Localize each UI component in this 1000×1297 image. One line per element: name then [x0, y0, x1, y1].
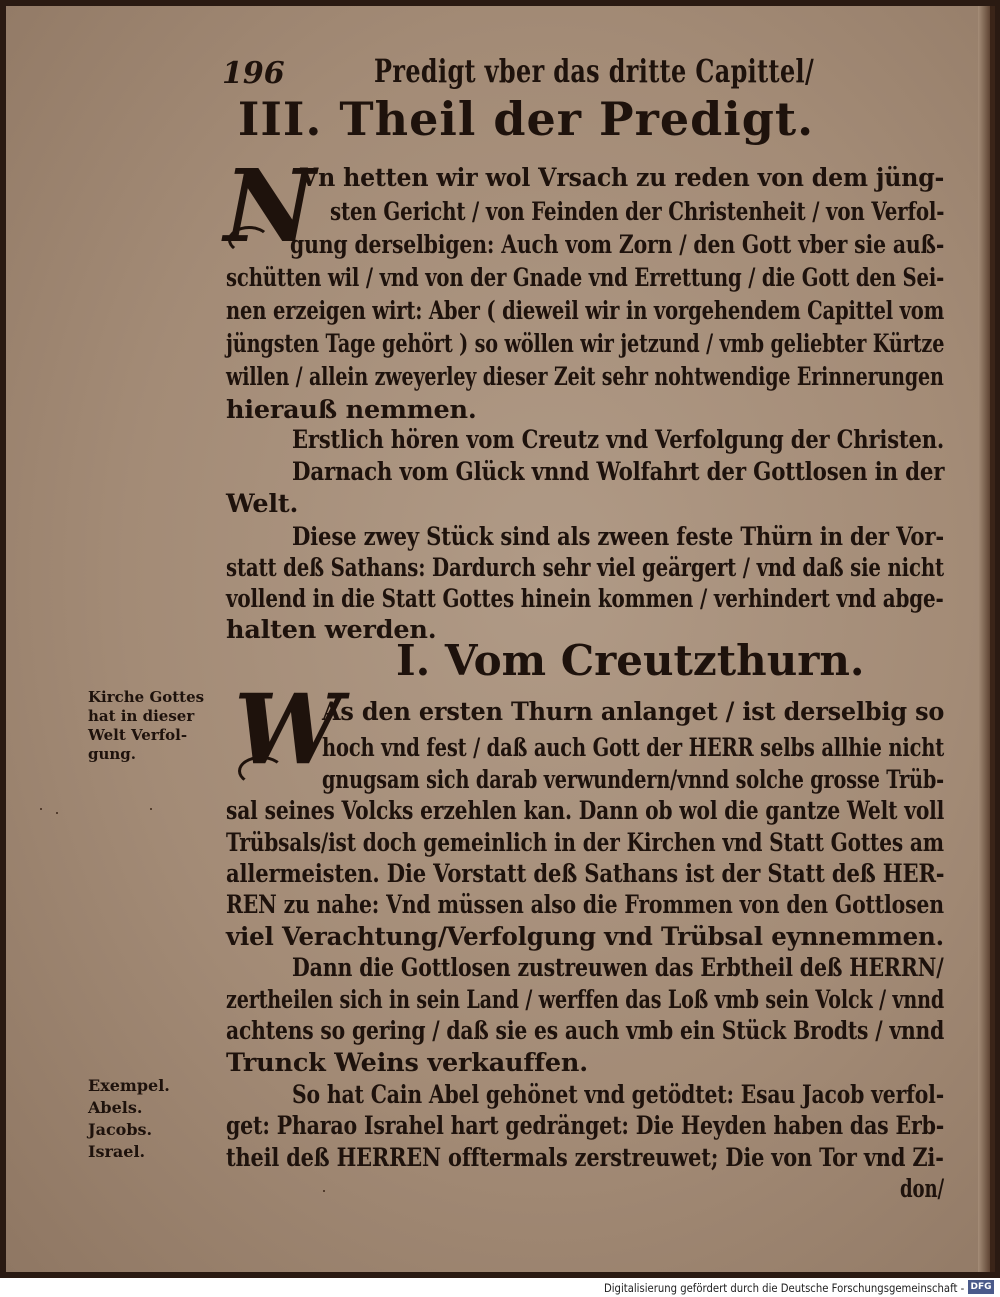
section-heading: I. Vom Creutzthurn. [396, 636, 865, 685]
margin-note [88, 688, 204, 764]
text-line: willen / allein zweyerley dieser Zeit sehr nohtwendige Erinnerungen [226, 362, 944, 392]
text-line: gnugsam sich darab verwundern/vnnd solche grosse Trüb- [322, 765, 945, 795]
drop-cap-flourish [228, 226, 270, 254]
text-line: zertheilen sich in sein Land / werffen das Loß vmb sein Volck / vnnd [226, 985, 945, 1015]
text-line: jüngsten Tage gehört ) so wöllen wir jetzund / vmb geliebter Kürtze [226, 329, 945, 359]
text-line: Vn hetten wir wol Vrsach zu reden von dem jüng- [300, 163, 945, 193]
margin-note [88, 1075, 170, 1163]
page-edge-shadow [978, 6, 990, 1272]
text-line: Trunck Weins verkauffen. [226, 1048, 588, 1078]
text-line: REN zu nahe: Vnd müssen also die Frommen von den Gottlosen [226, 890, 944, 920]
text-line: sal seines Volcks erzehlen kan. Dann ob wol die gantze Welt voll [226, 796, 945, 826]
text-line: nen erzeigen wirt: Aber ( dieweil wir in vorgehendem Capittel vom [226, 296, 945, 326]
margin-note-line: gung. [88, 745, 137, 763]
margin-note-line: Kirche Gottes [88, 688, 205, 706]
margin-note-line: Jacobs. [88, 1120, 153, 1139]
running-head: Predigt vber das dritte Capittel/ [374, 52, 815, 90]
text-line: halten werden. [226, 615, 437, 645]
text-line: achtens so gering / daß sie es auch vmb ein Stück Brodts / vnnd [226, 1016, 945, 1046]
page-header [222, 42, 822, 92]
text-line: Darnach vom Glück vnnd Wolfahrt der Gottlosen in der [292, 457, 945, 487]
text-line: Erstlich hören vom Creutz vnd Verfolgung der Christen. [292, 425, 945, 455]
text-line: Welt. [226, 489, 299, 519]
text-line: Dann die Gottlosen zustreuwen das Erbtheil deß HERRN/ [292, 953, 944, 983]
text-line: Trübsals/ist doch gemeinlich in der Kirchen vnd Statt Gottes am [226, 828, 944, 858]
margin-note-line: Abels. [88, 1098, 143, 1117]
margin-note-line: Exempel. [88, 1076, 170, 1095]
text-line: statt deß Sathans: Dardurch sehr viel geärgert / vnd daß sie nicht [226, 553, 944, 583]
page-number: 196 [222, 56, 285, 91]
paper-speck [150, 808, 152, 810]
text-line: As den ersten Thurn anlanget / ist derselbig so [322, 697, 945, 727]
paper-speck [40, 808, 42, 810]
drop-cap-initial: N [224, 147, 316, 265]
text-line: theil deß HERREN offtermals zerstreuwet; Die von Tor vnd Zi- [226, 1143, 944, 1173]
part-title: III. Theil der Predigt. [237, 92, 815, 146]
text-line: don/ [900, 1174, 944, 1204]
text-line: hierauß nemmen. [226, 395, 477, 425]
drop-cap-flourish [238, 756, 284, 786]
text-line: get: Pharao Israhel hart gedränget: Die Heyden haben das Erb- [226, 1111, 945, 1141]
text-line: hoch vnd fest / daß auch Gott der HERR selbs allhie nicht [322, 733, 945, 763]
text-line: Diese zwey Stück sind als zween feste Thürn in der Vor- [292, 522, 944, 552]
text-line: So hat Cain Abel gehönet vnd getödtet: Esau Jacob verfol- [292, 1080, 945, 1110]
text-line: sten Gericht / von Feinden der Christenheit / von Verfol- [330, 197, 945, 227]
margin-note-line: hat in dieser [88, 707, 195, 725]
digitization-credit: Digitalisierung gefördert durch die Deutsche Forschungsgemeinschaft - [604, 1281, 965, 1295]
text-line: allermeisten. Die Vorstatt deß Sathans ist der Statt deß HER- [226, 859, 945, 889]
text-line: vollend in die Statt Gottes hinein kommen / verhindert vnd abge- [226, 584, 944, 614]
margin-note-line: Israel. [88, 1142, 146, 1161]
drop-cap-initial: W [234, 673, 342, 786]
paper-speck [323, 1190, 325, 1192]
text-line: schütten wil / vnd von der Gnade vnd Errettung / die Gott den Sei- [226, 263, 945, 293]
dfg-logo-icon: DFG [968, 1280, 994, 1294]
margin-note-line: Welt Verfol- [88, 726, 188, 744]
text-line: gung derselbigen: Auch vom Zorn / den Gott vber sie auß- [290, 230, 945, 260]
text-line: viel Verachtung/Verfolgung vnd Trübsal eynnemmen. [226, 922, 944, 952]
paper-speck [56, 812, 58, 814]
